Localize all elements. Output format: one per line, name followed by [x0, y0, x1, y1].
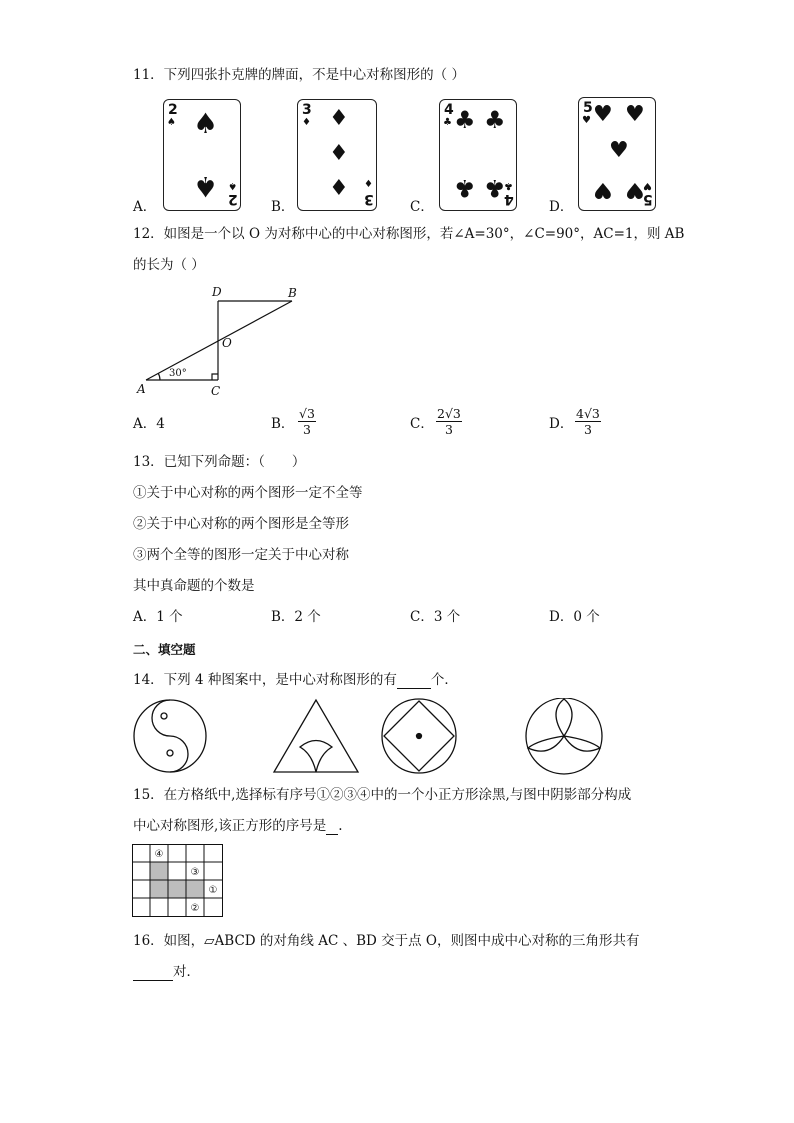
club-icon: ♣	[454, 174, 476, 202]
diamond-icon: ♦	[364, 179, 373, 190]
q11-option-a: A．	[133, 199, 157, 215]
card-rank: 5	[583, 100, 593, 116]
q11-option-c: C．	[410, 199, 434, 215]
circle-square-pattern	[382, 699, 456, 773]
triangle-pattern	[274, 700, 358, 772]
heart-icon: ♥	[582, 115, 591, 126]
diamond-icon: ♦	[302, 117, 311, 128]
q14-text	[133, 671, 458, 689]
spade-icon: ♠	[167, 117, 176, 128]
denominator: 3	[302, 422, 311, 437]
angle-label: 30°	[169, 368, 187, 379]
card-rank-rotated: 3	[364, 191, 374, 207]
q15-text-pre: 中心对称图形,该正方形的序号是	[133, 818, 327, 834]
card-rank-rotated: 4	[504, 191, 514, 207]
q16-text-line2	[133, 963, 200, 981]
q13-item-2: ②关于中心对称的两个图形是全等形	[133, 516, 349, 532]
spade-icon: ♠	[228, 180, 237, 191]
heart-icon: ♥	[625, 177, 645, 202]
label-a: A	[137, 382, 146, 396]
q12-option-b-fraction	[298, 406, 316, 437]
club-icon: ♣	[484, 106, 506, 134]
grid-label-two: ②	[190, 903, 200, 914]
numerator: 2√3	[437, 406, 461, 421]
q13-item-3: ③两个全等的图形一定关于中心对称	[133, 547, 349, 563]
card-rank: 2	[168, 102, 178, 118]
q13-ask: 其中真命题的个数是	[133, 578, 255, 594]
heart-icon: ♥	[593, 102, 613, 127]
q12-option-c-letter: C．	[410, 416, 434, 432]
card-rank-rotated: 2	[228, 191, 238, 207]
denominator: 3	[444, 422, 453, 437]
denominator: 3	[583, 422, 592, 437]
option-value: 4	[156, 416, 165, 432]
spade-icon: ♠	[193, 170, 219, 203]
q12-geometry-figure	[130, 283, 320, 401]
q14-text-post: 个．	[430, 672, 458, 688]
answer-blank[interactable]	[326, 834, 338, 835]
q11-text: 11．下列四张扑克牌的牌面，不是中心对称图形的（ ）	[133, 67, 465, 83]
q13-option-a: A．1 个	[133, 609, 183, 625]
q12-option-c-fraction	[436, 406, 462, 437]
q13-option-c: C．3 个	[410, 609, 461, 625]
diamond-icon: ♦	[329, 176, 349, 201]
q13-text: 13．已知下列命题：（ ）	[133, 454, 306, 470]
grid-label-four: ④	[154, 849, 164, 860]
spade-icon: ♠	[193, 107, 219, 140]
card-rank-rotated: 5	[643, 191, 653, 207]
q13-option-b: B．2 个	[271, 609, 321, 625]
numerator: 4√3	[576, 406, 600, 421]
three-petal-pattern	[526, 698, 602, 774]
q13-item-1: ①关于中心对称的两个图形一定不全等	[133, 485, 363, 501]
q12-option-b-letter: B．	[271, 416, 295, 432]
q12-option-d-fraction	[575, 406, 601, 437]
label-d: D	[212, 285, 222, 299]
q16-text-line1: 16．如图，▱ABCD 的对角线 AC 、BD 交于点 O，则图中成中心对称的三角形共有	[133, 933, 640, 949]
grid-label-one: ①	[208, 885, 218, 896]
q12-text-line2: 的长为（ ）	[133, 257, 205, 273]
q15-grid	[132, 844, 226, 920]
diamond-icon: ♦	[329, 106, 349, 131]
heart-icon: ♥	[609, 138, 629, 163]
yin-yang-pattern	[134, 700, 206, 772]
playing-card-4-clubs	[439, 99, 517, 211]
q14-text-pre: 14．下列 4 种图案中，是中心对称图形的有	[133, 672, 397, 688]
section-heading: 二、填空题	[133, 642, 196, 657]
q14-patterns	[128, 698, 608, 778]
heart-icon: ♥	[625, 102, 645, 127]
club-icon: ♣	[454, 106, 476, 134]
card-rank: 3	[302, 102, 312, 118]
q15-text-line1: 15．在方格纸中,选择标有序号①②③④中的一个小正方形涂黑,与图中阴影部分构成	[133, 787, 632, 803]
label-c: C	[211, 384, 221, 398]
card-rank: 4	[444, 102, 454, 118]
playing-card-3-diamonds	[297, 99, 377, 211]
option-letter: A．	[133, 416, 157, 432]
q12-option-a	[133, 415, 165, 433]
heart-icon: ♥	[643, 180, 652, 191]
heart-icon: ♥	[593, 177, 613, 202]
numerator: √3	[299, 406, 315, 421]
playing-card-5-hearts	[578, 97, 656, 211]
q12-text-line1: 12．如图是一个以 O 为对称中心的中心对称图形，若∠A=30°，∠C=90°，AC=1，则 AB	[133, 226, 685, 242]
q11-option-b: B．	[271, 199, 295, 215]
answer-blank[interactable]	[133, 980, 173, 981]
q15-text-line2	[133, 817, 343, 835]
club-icon: ♣	[443, 117, 452, 128]
diamond-icon: ♦	[329, 141, 349, 166]
label-b: B	[288, 286, 297, 300]
q11-option-d: D．	[549, 199, 574, 215]
q12-option-d-letter: D．	[549, 416, 574, 432]
label-o: O	[222, 336, 232, 350]
club-icon: ♣	[504, 180, 513, 191]
answer-blank[interactable]	[397, 688, 431, 689]
q15-text-post: .	[338, 818, 343, 834]
grid-label-three: ③	[190, 867, 200, 878]
playing-card-2-spades	[163, 99, 241, 211]
club-icon: ♣	[484, 174, 506, 202]
q13-option-d: D．0 个	[549, 609, 600, 625]
q16-text-post: 对．	[173, 964, 200, 980]
